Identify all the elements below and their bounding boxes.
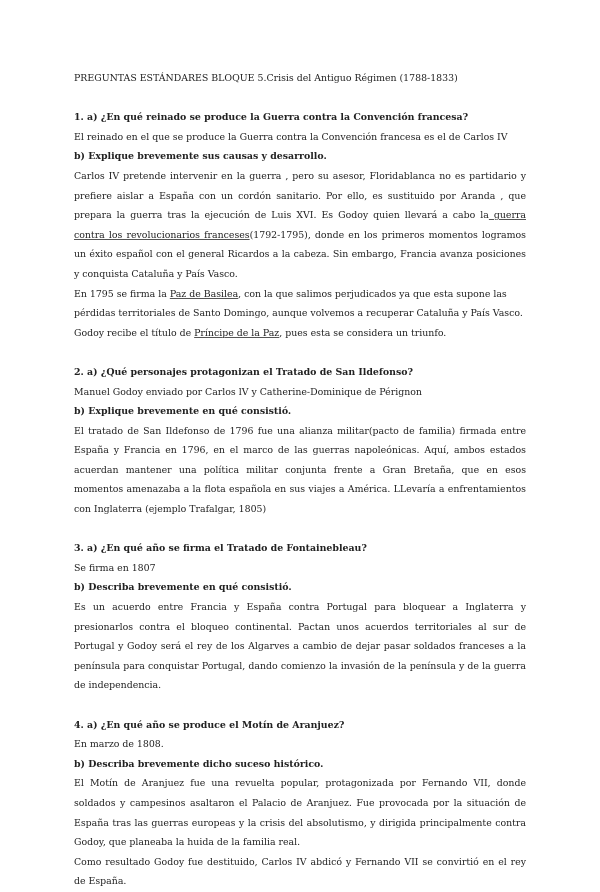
answer-3b: Es un acuerdo entre Francia y España contra Portugal para bloquear a Inglaterra y presionarlos contra el bloqueo continental. Pactan unos acuerdos territoriales al sur de Portugal y Godoy será el rey de los Algarves a cambio de dejar pasar soldados franceses a la península para conquistar Portugal, dando comienzo la invasión de la península y de la guerra de independencia. [74,602,526,692]
text-span: Godoy recibe el título de [74,327,195,339]
answer-2b: El tratado de San Ildefonso de 1796 fue una alianza militar(pacto de familia) firmada entre España y Francia en 1796, en el marco de las guerras napoleónicas. Aquí, ambos estados acuerdan mantener una política militar conjunta frente a Gran Bretaña, que en esos momentos amenazaba a la flota española en sus viajes a América. LLevaría a enfrentamientos con Inglaterra (ejemplo Trafalgar, 1805) [74,425,526,516]
guerra-convencion-link[interactable]: guerra contra los revolucionarios franceses [74,210,526,241]
answer-1b-paragraph-2 [74,285,526,324]
answer-4b-paragraph-1: El Motín de Aranjuez fue una revuelta popular, protagonizada por Fernando VII, donde soldados y campesinos asaltaron el Palacio de Aranjuez. Fue provocada por la situación de España tras las guerras europeas y la crisis del absolutismo, y dirigida principalmente contra Godoy, que planeaba la huida de la familia real. [74,778,526,849]
question-3a: 3. a) ¿En qué año se firma el Tratado de Fontainebleau? [74,543,367,555]
question-2a: 2. a) ¿Qué personajes protagonizan el Tratado de San Ildefonso? [74,366,414,378]
answer-2a: Manuel Godoy enviado por Carlos lV y Catherine-Dominique de Pérignon [74,386,422,398]
question-1b: b) Explique brevemente sus causas y desarrollo. [74,151,327,163]
paz-de-basilea-link[interactable]: Paz de Basilea [169,288,239,300]
text-span: (1792-1795), donde en los primeros momentos logramos un éxito español con el general Ricardos a la cabeza. Sin embargo, Francia avanza posiciones y conquista Cataluña y País Vasco. [74,229,526,280]
question-3 [74,539,526,696]
text-span: , con la que salimos perjudicados ya que esta supone las pérdidas territoriales de Santo Domingo, aunque volvemos a recuperar Cataluña y País Vasco. [74,288,523,320]
text-span: En 1795 se firma la [74,288,170,300]
question-2b: b) Explique brevemente en qué consistió. [74,406,292,418]
principe-de-la-paz-link[interactable]: Príncipe de la Paz [194,327,280,339]
answer-4b-paragraph-2: Como resultado Godoy fue destituido, Carlos IV abdicó y Fernando VII se convirtió en el rey de España. [74,856,526,888]
answer-1b-paragraph-1 [74,167,526,285]
answer-4a: En marzo de 1808. [74,739,164,751]
question-4a: 4. a) ¿En qué año se produce el Motín de Aranjuez? [74,719,345,731]
text-span: , pues esta se considera un triunfo. [279,327,447,339]
answer-3a: Se firma en 1807 [74,562,156,574]
question-4b: b) Describa brevemente dicho suceso histórico. [74,758,324,770]
question-3b: b) Describa brevemente en qué consistió. [74,582,292,594]
question-4 [74,716,526,892]
answer-1a: El reinado en el que se produce la Guerra contra la Convención francesa es el de Carlos IV [74,131,508,143]
question-1 [74,108,526,343]
text-span: Carlos IV pretende intervenir en la guerra , pero su asesor, Floridablanca no es partidario y prefiere aislar a España con un cordón sanitario. Por ello, es sustituido por Aranda , que prepara la guerra tras la ejecución de Luis XVI. Es Godoy quien llevará a cabo la [74,170,526,222]
question-2 [74,363,526,520]
answer-1b-paragraph-3 [74,324,526,344]
document-title: PREGUNTAS ESTÁNDARES BLOQUE 5.Crisis del Antiguo Régimen (1788-1833) [74,73,458,84]
question-1a: 1. a) ¿En qué reinado se produce la Guerra contra la Convención francesa? [74,112,469,124]
